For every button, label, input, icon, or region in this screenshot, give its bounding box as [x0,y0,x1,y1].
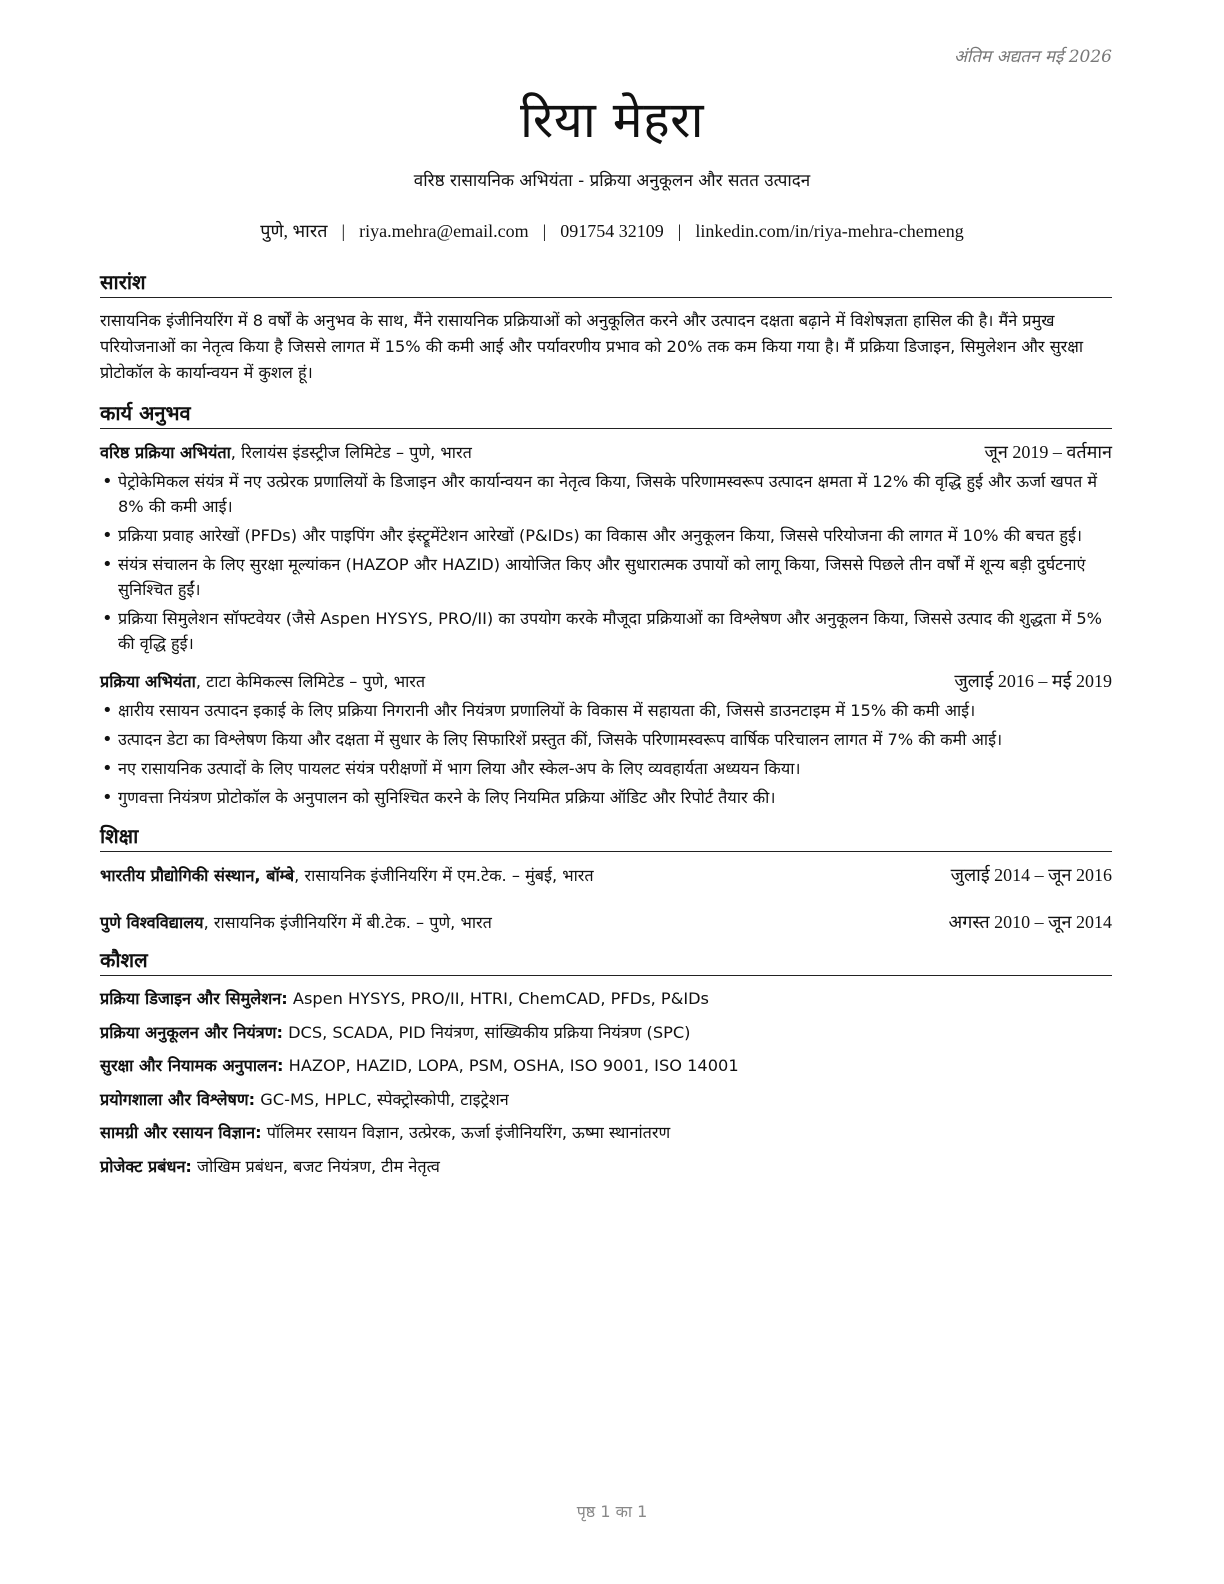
education-entry [100,909,1112,936]
job-bullets [100,698,1112,810]
skills-heading: कौशल [100,946,1112,976]
page-number: पृष्ठ 1 का 1 [576,1502,648,1521]
skill-row [100,1087,1112,1113]
skill-value: Aspen HYSYS, PRO/II, HTRI, ChemCAD, PFDs, P&IDs [287,989,709,1008]
skill-row [100,1120,1112,1146]
education-heading: शिक्षा [100,822,1112,852]
job-role: प्रक्रिया अभियंता [100,672,196,691]
summary-text: रासायनिक इंजीनियरिंग में 8 वर्षों के अनुभव के साथ, मैंने रासायनिक प्रक्रियाओं को अनुकूलित करने और उत्पादन दक्षता बढ़ाने में विशेषज्ञता हासिल की है। मैंने प्रमुख परियोजनाओं का नेतृत्व किया है जिससे लागत में 15% की कमी आई और पर्यावरणीय प्रभाव को 20% तक कम किया गया है। मैं प्रक्रिया डिजाइन, सिमुलेशन और सुरक्षा प्रोटोकॉल के कार्यान्वयन में कुशल हूं। [100,311,1084,382]
summary-heading: सारांश [100,268,1112,298]
job-entry [100,439,1112,656]
job-bullet: • गुणवत्ता नियंत्रण प्रोटोकॉल के अनुपालन को सुनिश्चित करने के लिए नियमित प्रक्रिया ऑडिट और रिपोर्ट तैयार की। [118,785,1112,810]
education-dates: अगस्त 2010 – जून 2014 [948,912,1112,932]
job-bullet: • प्रक्रिया प्रवाह आरेखों (PFDs) और पाइपिंग और इंस्ट्रूमेंटेशन आरेखों (P&IDs) का विकास और अनुकूलन किया, जिससे परियोजना की लागत में 10% की बचत हुई। [118,523,1112,548]
skill-value: जोखिम प्रबंधन, बजट नियंत्रण, टीम नेतृत्व [191,1156,440,1176]
education-detail: , रासायनिक इंजीनियरिंग में बी.टेक. – पुणे, भारत [203,913,492,932]
last-updated: अंतिम अद्यतन मई 2026 [953,47,1112,67]
education-dates: जुलाई 2014 – जून 2016 [950,865,1112,885]
contact-linkedin[interactable]: linkedin.com/in/riya-mehra-chemeng [695,221,964,241]
skill-value: DCS, SCADA, PID नियंत्रण, सांख्यिकीय प्रक्रिया नियंत्रण (SPC) [282,1022,691,1042]
education-institution: भारतीय प्रौद्योगिकी संस्थान, बॉम्बे [100,866,295,885]
skill-value: GC-MS, HPLC, स्पेक्ट्रोस्कोपी, टाइट्रेशन [255,1089,509,1109]
skill-row [100,1053,1112,1079]
skill-label: प्रक्रिया डिजाइन और सिमुलेशन: [100,989,288,1008]
job-role: वरिष्ठ प्रक्रिया अभियंता [100,443,231,462]
resume-content [100,268,1112,1187]
job-dates: जून 2019 – वर्तमान [984,442,1112,462]
job-bullet: • पेट्रोकेमिकल संयंत्र में नए उत्प्रेरक प्रणालियों के डिजाइन और कार्यान्वयन का नेतृत्व किया, जिसके परिणामस्वरूप उत्पादन क्षमता में 12% की वृद्धि हुई और ऊर्जा खपत में 8% की कमी आई। [118,469,1112,519]
job-header [100,668,1112,695]
job-dates: जुलाई 2016 – मई 2019 [954,671,1112,691]
job-bullet: • नए रासायनिक उत्पादों के लिए पायलट संयंत्र परीक्षणों में भाग लिया और स्केल-अप के लिए व्यवहार्यता अध्ययन किया। [118,756,1112,781]
skill-label: प्रोजेक्ट प्रबंधन: [100,1156,192,1176]
contact-phone: 091754 32109 [560,221,664,241]
job-entry [100,668,1112,810]
job-bullet: • संयंत्र संचालन के लिए सुरक्षा मूल्यांकन (HAZOP और HAZID) आयोजित किए और सुधारात्मक उपायों को लागू किया, जिससे पिछले तीन वर्षों में शून्य बड़ी दुर्घटनाएं सुनिश्चित हुईं। [118,552,1112,602]
job-bullet: • क्षारीय रसायन उत्पादन इकाई के लिए प्रक्रिया निगरानी और नियंत्रण प्रणालियों के विकास में सहायता की, जिससे डाउनटाइम में 15% की कमी आई। [118,698,1112,723]
candidate-name: रिया मेहरा [519,91,705,149]
job-header [100,439,1112,466]
job-bullet: • उत्पादन डेटा का विश्लेषण किया और दक्षता में सुधार के लिए सिफारिशें प्रस्तुत कीं, जिसके परिणामस्वरूप वार्षिक परिचालन लागत में 7% की कमी आई। [118,727,1112,752]
skill-value: पॉलिमर रसायन विज्ञान, उत्प्रेरक, ऊर्जा इंजीनियरिंग, ऊष्मा स्थानांतरण [261,1123,671,1142]
job-org: , रिलायंस इंडस्ट्रीज लिमिटेड – पुणे, भारत [230,443,472,462]
skill-row [100,1154,1112,1180]
contact-separator: | [542,221,547,241]
skill-label: प्रक्रिया अनुकूलन और नियंत्रण: [100,1022,283,1042]
skill-row [100,986,1112,1012]
contact-location: पुणे, भारत [260,221,328,241]
skill-label: सुरक्षा और नियामक अनुपालन: [100,1056,284,1075]
job-org: , टाटा केमिकल्स लिमिटेड – पुणे, भारत [195,672,426,691]
education-detail: , रासायनिक इंजीनियरिंग में एम.टेक. – मुंबई, भारत [294,866,594,885]
job-bullet: • प्रक्रिया सिमुलेशन सॉफ्टवेयर (जैसे Aspen HYSYS, PRO/II) का उपयोग करके मौजूदा प्रक्रियाओं का विश्लेषण और अनुकूलन किया, जिससे उत्पाद की शुद्धता में 5% की वृद्धि हुई। [118,606,1112,656]
candidate-tagline: वरिष्ठ रासायनिक अभियंता - प्रक्रिया अनुकूलन और सतत उत्पादन [413,171,811,191]
contact-line [0,219,1224,243]
education-institution: पुणे विश्वविद्यालय [100,913,204,932]
skill-label: प्रयोगशाला और विश्लेषण: [100,1089,256,1109]
skill-label: सामग्री और रसायन विज्ञान: [100,1123,262,1142]
education-entry [100,862,1112,889]
skill-value: HAZOP, HAZID, LOPA, PSM, OSHA, ISO 9001, ISO 14001 [283,1056,739,1075]
job-bullets [100,469,1112,656]
skill-row [100,1020,1112,1046]
contact-email[interactable]: riya.mehra@email.com [359,221,529,241]
experience-heading: कार्य अनुभव [100,399,1112,429]
contact-separator: | [341,221,346,241]
contact-separator: | [677,221,682,241]
